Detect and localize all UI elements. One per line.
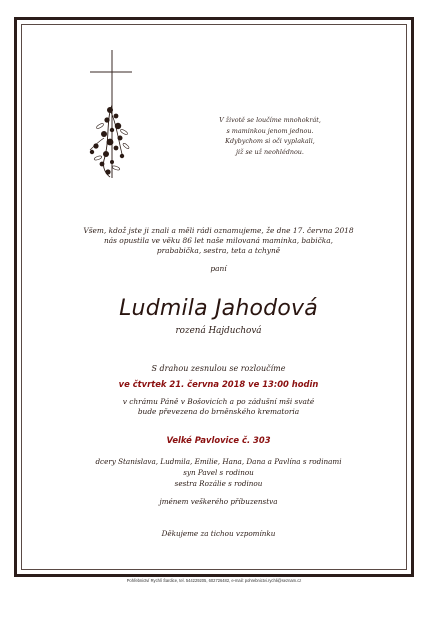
ceremony-place-line: v chrámu Páně v Bošovicích a po zádušní mši svaté [122, 397, 315, 406]
mourner-line: sestra Rozálie s rodinou [174, 478, 263, 488]
farewell-intro: S drahou zesnulou se rozloučíme [151, 364, 286, 373]
footer-contact: Pohřebnictví Rychlí Šardice, tel. 544229205, 602726482, e-mail: pohrebnictvi.rychli@seznam.cz [126, 578, 302, 583]
thanks-line: Děkujeme za tichou vzpomínku [161, 529, 276, 538]
poem-line: s maminkou jenom jednou. [226, 126, 314, 135]
relatives-line: jménem veškerého příbuzenstva [159, 497, 278, 506]
address: Velké Pavlovice č. 303 [166, 435, 271, 445]
mourner-line: dcery Stanislava, Ludmila, Emilie, Hana, Dana a Pavlína s rodinami [95, 457, 342, 466]
mourners-list [20, 457, 417, 489]
announcement [20, 226, 417, 257]
poem-line: již se už neohlédnou. [236, 147, 304, 156]
announcement-line: nás opustila ve věku 86 let naše milovaná maminka, babička, [103, 236, 334, 246]
poem [205, 115, 335, 157]
poem-line: Kdybychom si oči vyplakali, [225, 137, 315, 145]
salutation: paní [210, 264, 227, 273]
poem-line: V životě se loučíme mnohokrát, [219, 116, 321, 124]
announcement-line: prababička, sestra, teta a tchyně [156, 246, 281, 256]
ceremony-place [20, 397, 417, 418]
deceased-name: Ludmila Jahodová [119, 296, 318, 321]
maiden-name: rozená Hajduchová [175, 326, 262, 336]
ceremony-place-line: bude převezena do brněnského krematoria [137, 407, 300, 417]
mourner-line: syn Pavel s rodinou [183, 467, 254, 477]
cross-with-flowers-icon [86, 50, 136, 180]
announcement-line: Všem, kdož jste ji znali a měli rádi oznamujeme, že dne 17. června 2018 [83, 226, 354, 235]
ceremony-datetime: ve čtvrtek 21. června 2018 ve 13:00 hodin [118, 379, 319, 389]
